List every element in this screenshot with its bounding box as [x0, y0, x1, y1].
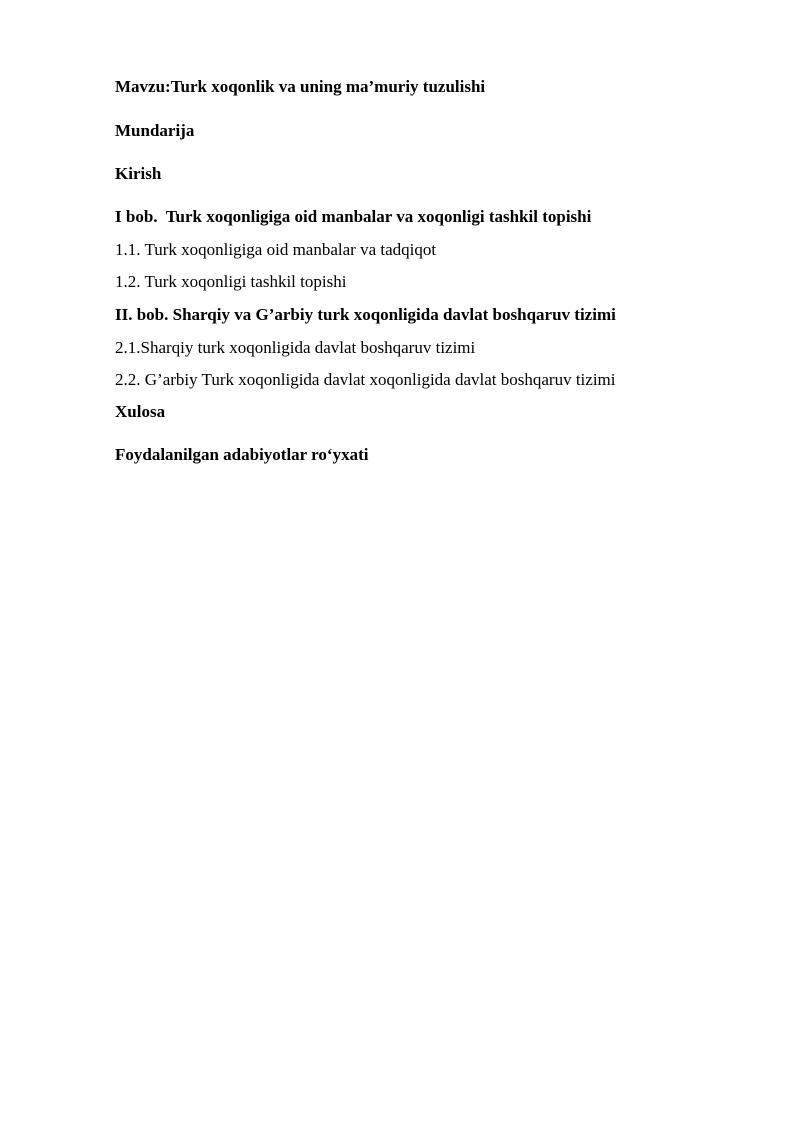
toc-chapter-2: II. bob. Sharqiy va G’arbiy turk xoqonligida davlat boshqaruv tizimi: [115, 305, 616, 324]
document-title: Mavzu:Turk xoqonlik va uning ma’muriy tuzulishi: [115, 77, 486, 96]
contents-heading: Mundarija: [115, 121, 195, 140]
toc-section-1-1: 1.1. Turk xoqonligiga oid manbalar va tadqiqot: [115, 240, 437, 259]
toc-section-2-1: 2.1.Sharqiy turk xoqonligida davlat boshqaruv tizimi: [115, 338, 476, 357]
toc-section-1-2: 1.2. Turk xoqonligi tashkil topishi: [115, 272, 347, 291]
toc-references: Foydalanilgan adabiyotlar ro‘yxati: [115, 445, 369, 464]
toc-introduction: Kirish: [115, 164, 162, 183]
toc-conclusion: Xulosa: [115, 402, 166, 421]
toc-section-2-2: 2.2. G’arbiy Turk xoqonligida davlat xoqonligida davlat boshqaruv tizimi: [115, 370, 616, 389]
toc-chapter-1: I bob. Turk xoqonligiga oid manbalar va xoqonligi tashkil topishi: [115, 207, 592, 226]
